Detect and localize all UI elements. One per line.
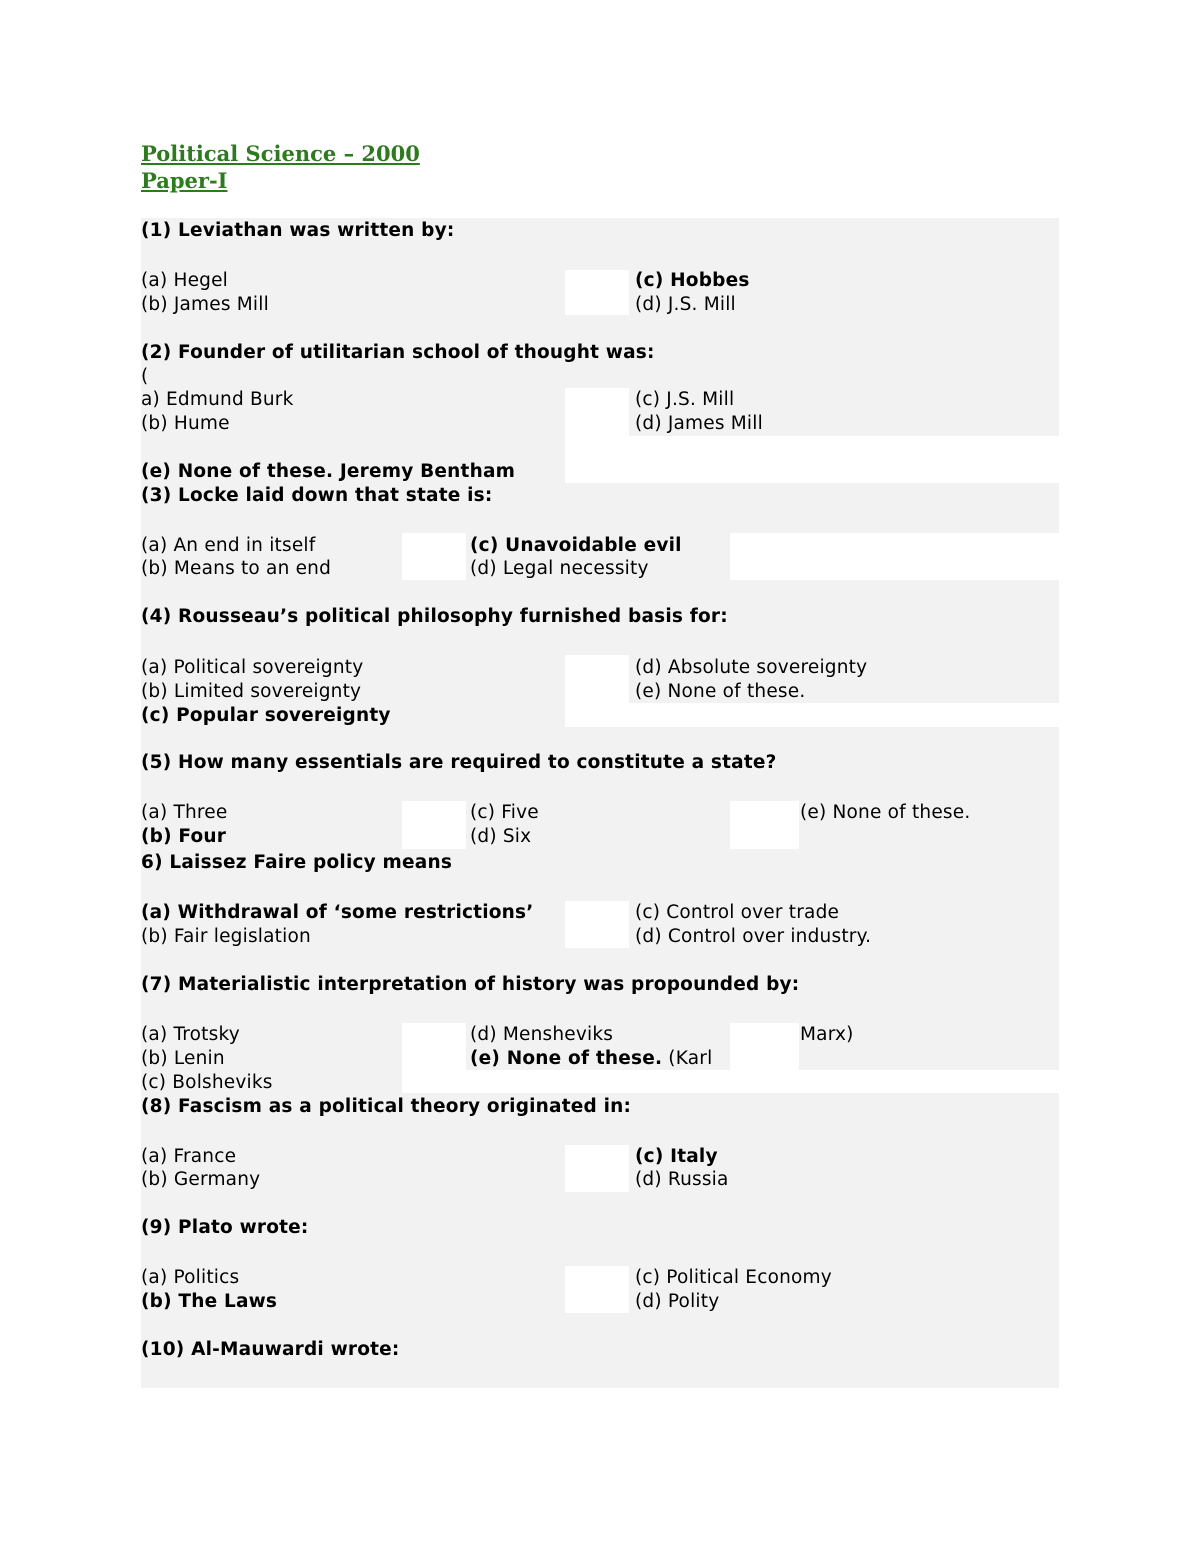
option-b-answer: (b) The Laws [141,1291,278,1312]
option-e-answer: (e) None of these. [470,1048,663,1069]
option-b-answer: (b) Four [141,826,227,847]
table-gap [565,655,629,703]
option-d: (d) Six [470,826,532,847]
question-1: (1) Leviathan was written by: [141,220,455,241]
table-gap [402,1023,466,1093]
option-b: (b) Hume [141,413,230,434]
option-e-answer: (e) None of these. Jeremy Bentham [141,461,516,482]
option-d: (d) Polity [635,1291,720,1312]
question-5: (5) How many essentials are required to constitute a state? [141,752,777,773]
table-gap [565,901,629,948]
option-b: (b) Fair legislation [141,926,311,947]
table-gap [565,388,629,436]
option-c: (c) Political Economy [635,1267,832,1288]
option-c-answer: (c) Popular sovereignty [141,705,391,726]
option-d: (d) James Mill [635,413,763,434]
option-b: (b) Means to an end [141,558,332,579]
page-title: Political Science – 2000 [141,141,420,166]
table-gap [730,533,1059,580]
question-2: (2) Founder of utilitarian school of thought was: [141,342,655,363]
option-d: (d) Absolute sovereignty [635,657,868,678]
option-d: (d) Legal necessity [470,558,649,579]
table-gap [565,1145,629,1192]
answer-note: (Karl [668,1048,713,1069]
question-7: (7) Materialistic interpretation of history was propounded by: [141,974,800,995]
table-gap [402,533,466,580]
option-a: (a) Political sovereignty [141,657,364,678]
option-d: (d) J.S. Mill [635,294,736,315]
option-c-answer: (c) Hobbes [635,270,750,291]
option-a-answer: (a) Withdrawal of ‘some restrictions’ [141,902,534,923]
question-10: (10) Al-Mauwardi wrote: [141,1339,400,1360]
option-e: (e) None of these. [635,681,806,702]
option-b: (b) Limited sovereignty [141,681,362,702]
table-gap [565,703,1059,727]
option-a: a) Edmund Burk [141,389,294,410]
option-b: (b) Lenin [141,1048,225,1069]
option-b: (b) James Mill [141,294,269,315]
question-8: (8) Fascism as a political theory originated in: [141,1096,632,1117]
option-a: (a) Trotsky [141,1024,240,1045]
table-gap [565,436,1059,483]
option-d: (d) Mensheviks [470,1024,614,1045]
option-c: (c) J.S. Mill [635,389,735,410]
option-d: (d) Russia [635,1169,729,1190]
table-gap [565,1266,629,1313]
table-gap [402,801,466,849]
option-e-line [470,1047,712,1071]
question-3: (3) Locke laid down that state is: [141,485,493,506]
option-c: (c) Control over trade [635,902,840,923]
paper-title: Paper-I [141,168,228,193]
option-d: (d) Control over industry. [635,926,872,947]
option-c-answer: (c) Italy [635,1146,718,1167]
option-a: (a) Three [141,802,228,823]
option-a: (a) Hegel [141,270,229,291]
question-6: 6) Laissez Faire policy means [141,852,453,873]
table-gap [730,801,799,849]
option-c: (c) Five [470,802,539,823]
option-a: (a) Politics [141,1267,240,1288]
option-c-answer: (c) Unavoidable evil [470,535,682,556]
option-a: (a) France [141,1146,237,1167]
option-c: (c) Bolsheviks [141,1072,273,1093]
question-4: (4) Rousseau’s political philosophy furnished basis for: [141,606,728,627]
table-gap [565,270,629,315]
table-gap [730,1023,799,1070]
question-9: (9) Plato wrote: [141,1217,309,1238]
table-gap [466,1070,1059,1093]
option-e: (e) None of these. [800,802,971,823]
option-a: (a) An end in itself [141,535,316,556]
answer-note-continued: Marx) [800,1024,854,1045]
option-b: (b) Germany [141,1169,261,1190]
stray-paren: ( [141,366,149,387]
